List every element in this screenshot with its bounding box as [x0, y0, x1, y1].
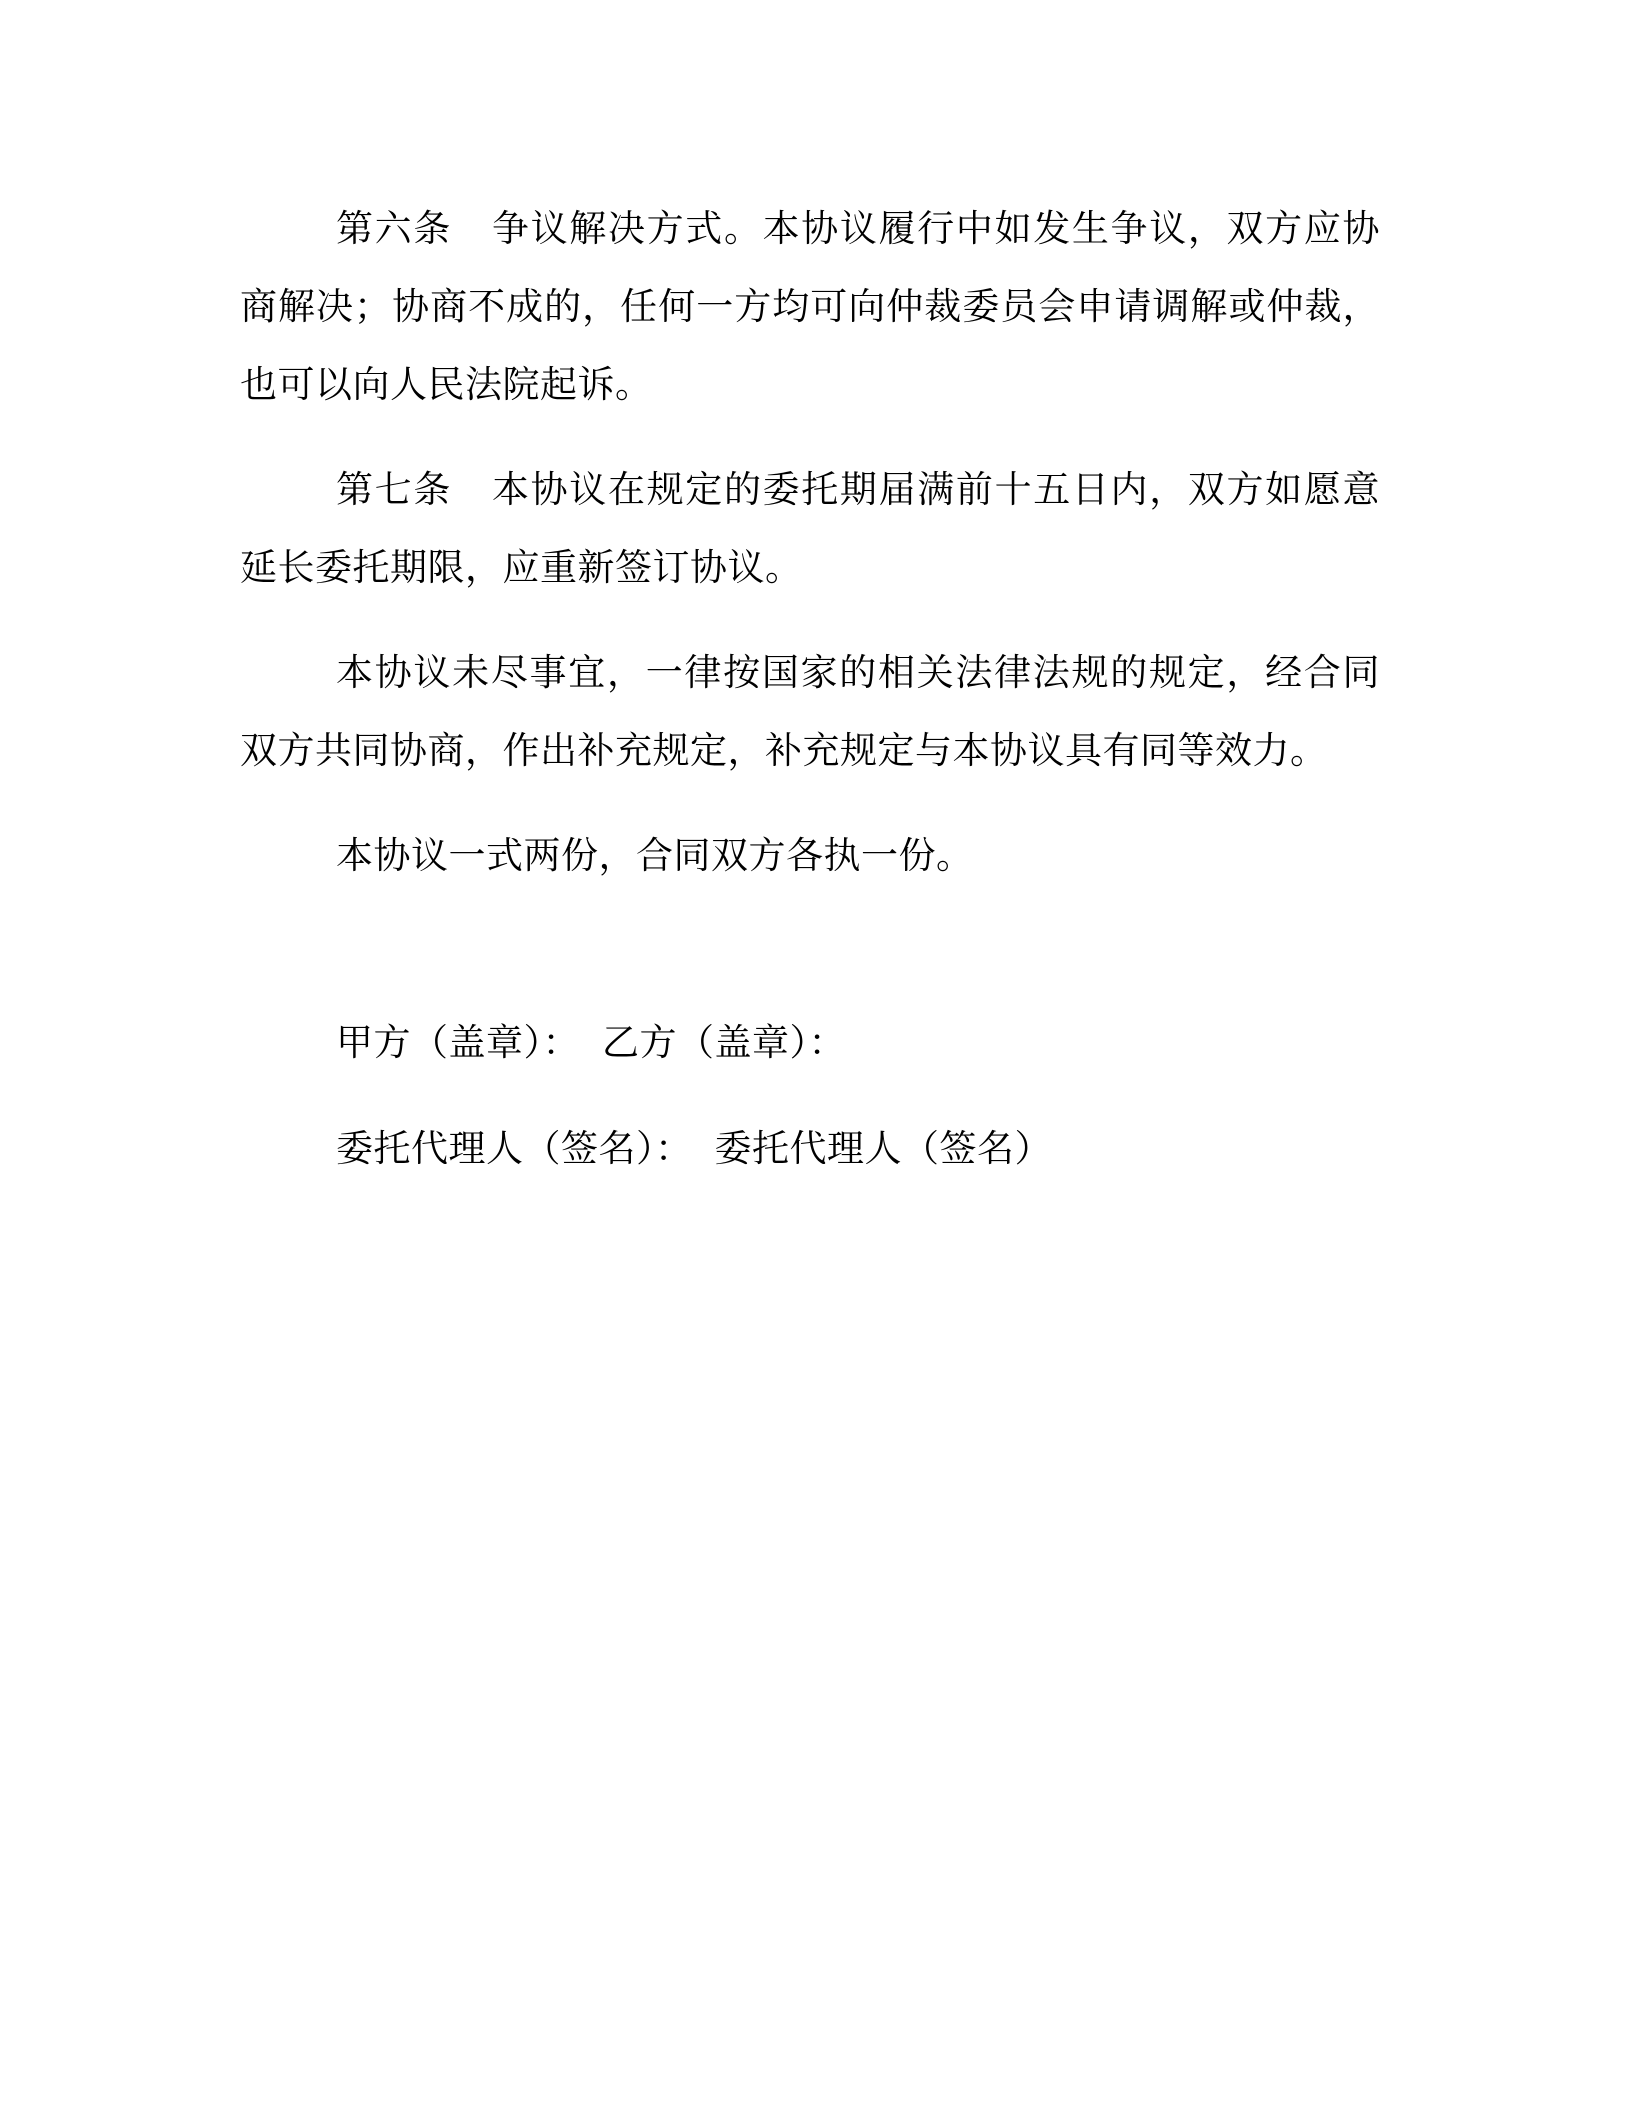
agent-line [336, 1110, 1336, 1188]
copies-paragraph [240, 817, 1380, 895]
document-body [240, 190, 1380, 922]
article-7-text: 本协议在规定的委托期届满前十五日内，双方如愿意延长委托期限，应重新签订协议。 [240, 468, 1381, 589]
article-6-label: 第六条 [336, 207, 452, 250]
supplementary-text: 本协议未尽事宜，一律按国家的相关法律法规的规定，经合同双方共同协商，作出补充规定，补充规定与本协议具有同等效力。 [240, 651, 1380, 772]
signature-block [336, 1004, 1336, 1216]
copies-text: 本协议一式两份，合同双方各执一份。 [336, 834, 974, 877]
article-7-label: 第七条 [336, 468, 452, 511]
seal-line [336, 1004, 1336, 1082]
party-b-seal-label: 乙方（盖章）： [602, 1021, 846, 1064]
supplementary-paragraph [240, 634, 1380, 790]
party-b-agent-label: 委托代理人（签名） [714, 1127, 1052, 1170]
article-6-text: 争议解决方式。本协议履行中如发生争议，双方应协商解决；协商不成的，任何一方均可向仲裁委员会申请调解或仲裁，也可以向人民法院起诉。 [240, 207, 1381, 406]
article-6-paragraph [240, 190, 1380, 424]
party-a-agent-label: 委托代理人（签名）： [336, 1127, 693, 1170]
article-7-paragraph [240, 451, 1380, 607]
party-a-seal-label: 甲方（盖章）： [336, 1021, 580, 1064]
